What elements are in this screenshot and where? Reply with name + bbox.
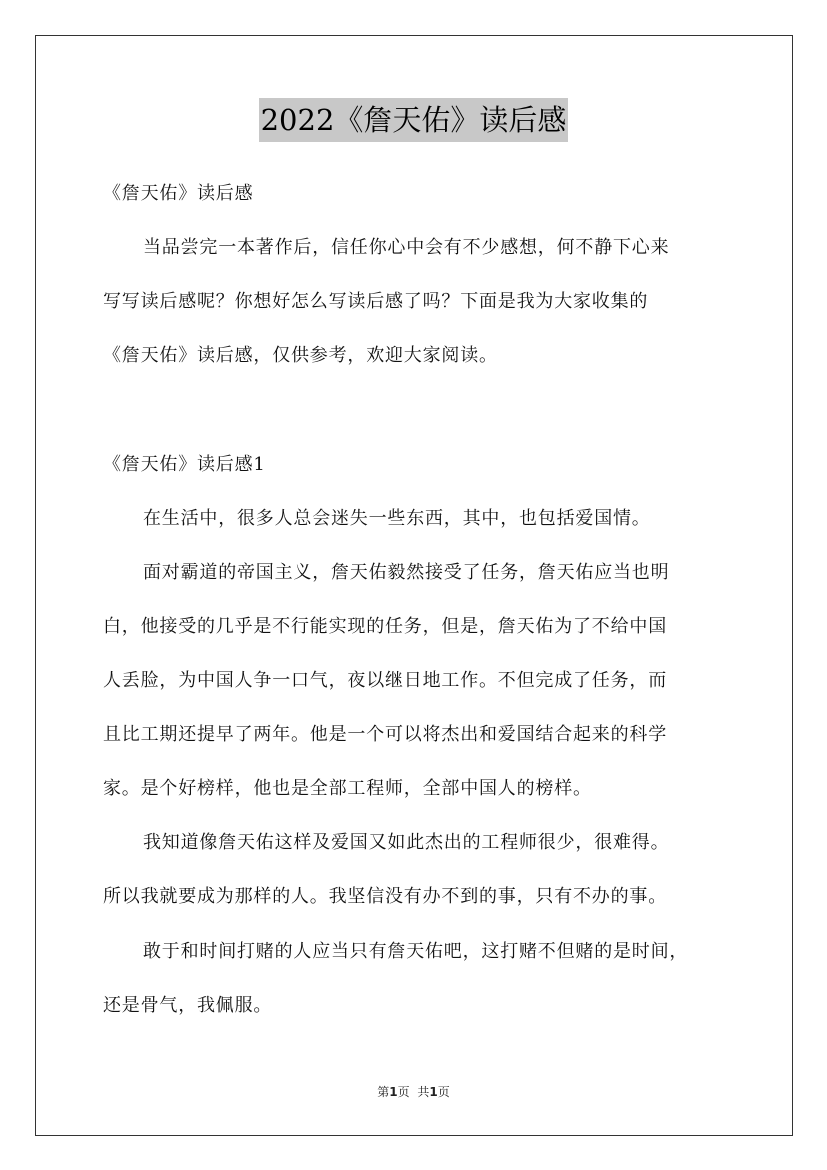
paragraph-line: 当品尝完一本著作后，信任你心中会有不少感想，何不静下心来 — [143, 237, 670, 258]
paragraph-line: 还是骨气，我佩服。 — [103, 995, 273, 1016]
paragraph-line: 所以我就要成为那样的人。我坚信没有办不到的事，只有不办的事。 — [103, 886, 667, 907]
document-title: 2022《詹天佑》读后感 — [259, 98, 569, 142]
total-label-prefix: 共 — [417, 1085, 430, 1099]
paragraph-line: 敢于和时间打赌的人应当只有詹天佑吧，这打赌不但赌的是时间， — [143, 941, 689, 962]
page-label-prefix: 第 — [377, 1085, 390, 1099]
paragraph-line: 《詹天佑》读后感，仅供参考，欢迎大家阅读。 — [103, 345, 498, 366]
paragraph-line: 面对霸道的帝国主义，詹天佑毅然接受了任务，詹天佑应当也明 — [143, 562, 670, 583]
page-footer — [0, 1083, 827, 1100]
paragraph-line: 人丢脸，为中国人争一口气，夜以继日地工作。不但完成了任务，而 — [103, 670, 667, 691]
paragraph-line: 在生活中，很多人总会迷失一些东西，其中，也包括爱国情。 — [143, 508, 651, 529]
title-container — [0, 98, 827, 142]
section-heading: 《詹天佑》读后感 — [103, 183, 254, 204]
paragraph-line: 我知道像詹天佑这样及爱国又如此杰出的工程师很少，很难得。 — [143, 832, 670, 853]
paragraph-line: 白，他接受的几乎是不行能实现的任务，但是，詹天佑为了不给中国 — [103, 616, 667, 637]
total-pages: 1 — [429, 1085, 438, 1099]
page-label-suffix: 页 — [397, 1085, 410, 1099]
section-heading: 《詹天佑》读后感1 — [103, 454, 266, 475]
paragraph-line: 写写读后感呢？你想好怎么写读后感了吗？下面是我为大家收集的 — [103, 291, 649, 312]
paragraph-line: 且比工期还提早了两年。他是一个可以将杰出和爱国结合起来的科学 — [103, 724, 667, 745]
total-label-suffix: 页 — [437, 1085, 450, 1099]
page-number: 1 — [389, 1085, 398, 1099]
paragraph-line: 家。是个好榜样，他也是全部工程师，全部中国人的榜样。 — [103, 778, 592, 799]
